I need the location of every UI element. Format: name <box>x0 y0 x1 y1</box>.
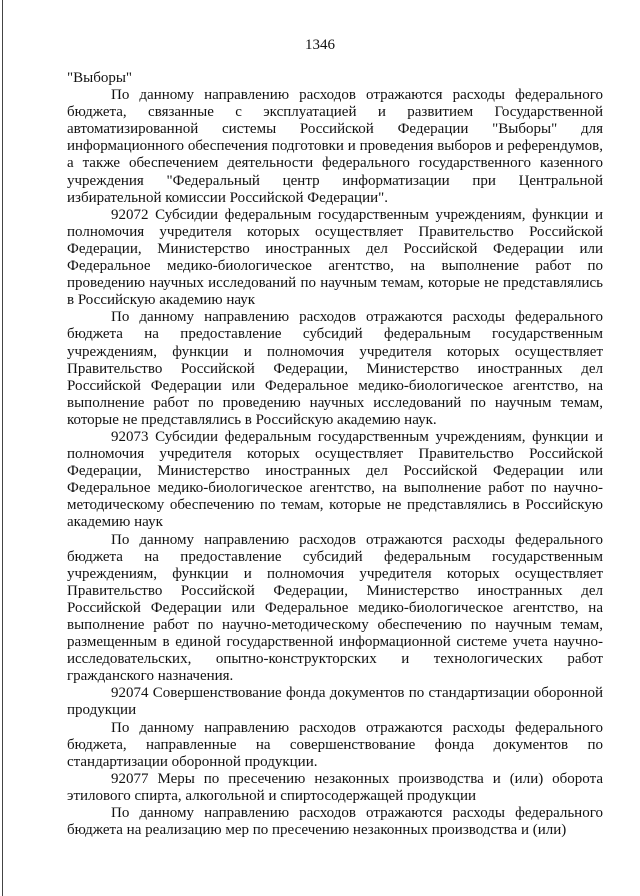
section-heading-92072: 92072 Субсидии федеральным государственным учреждениям, функции и полномочия учредителя которых осуществляет Правительство Российской Федерации, Министерство иностранных дел Российской Федерации или Федеральное медико-биологическое агентство, на выполнение работ по проведению научных исследований по научным темам, которые не представлялись в Российскую академию наук <box>67 206 603 309</box>
paragraph: По данному направлению расходов отражаются расходы федерального бюджета, связанные с эксплуатацией и развитием Государственной автоматизированной системы Российской Федерации "Выборы" для информационного обеспечения подготовки и проведения выборов и референдумов, а также обеспечением деятельности федерального государственного казенного учреждения "Федеральный центр информатизации при Центральной избирательной комиссии Российской Федерации". <box>67 87 603 206</box>
section-heading-92077: 92077 Меры по пресечению незаконных производства и (или) оборота этилового спирта, алкогольной и спиртосодержащей продукции <box>67 770 603 804</box>
section-heading-92073: 92073 Субсидии федеральным государственным учреждениям, функции и полномочия учредителя которых осуществляет Правительство Российской Федерации, Министерство иностранных дел Российской Федерации или Федеральное медико-биологическое агентство, на выполнение работ по научно-методическому обеспечению по темам, которые не представлялись в Российскую академию наук <box>67 428 603 531</box>
paragraph: По данному направлению расходов отражаются расходы федерального бюджета, направленные на совершенствование фонда документов по стандартизации оборонной продукции. <box>67 719 603 770</box>
section-heading-92074: 92074 Совершенствование фонда документов по стандартизации оборонной продукции <box>67 685 603 719</box>
paragraph-title-fragment: "Выборы" <box>67 70 133 86</box>
document-body <box>67 70 603 839</box>
paragraph: По данному направлению расходов отражаются расходы федерального бюджета на предоставление субсидий федеральным государственным учреждениям, функции и полномочия учредителя которых осуществляет Правительство Российской Федерации, Министерство иностранных дел Российской Федерации или Федеральное медико-биологическое агентство, на выполнение работ по научно-методическому обеспечению по научным темам, размещенным в единой государственной информационной системе учета научно-исследовательских, опытно-конструкторских и технологических работ гражданского назначения. <box>67 531 603 685</box>
page-number: 1346 <box>305 37 335 53</box>
paragraph: По данному направлению расходов отражаются расходы федерального бюджета на предоставление субсидий федеральным государственным учреждениям, функции и полномочия учредителя которых осуществляет Правительство Российской Федерации, Министерство иностранных дел Российской Федерации или Федеральное медико-биологическое агентство, на выполнение работ по проведению научных исследований по научным темам, которые не представлялись в Российскую академию наук. <box>67 309 603 428</box>
scan-border <box>2 0 3 896</box>
paragraph: По данному направлению расходов отражаются расходы федерального бюджета на реализацию мер по пресечению незаконных производства и (или) <box>67 805 603 839</box>
